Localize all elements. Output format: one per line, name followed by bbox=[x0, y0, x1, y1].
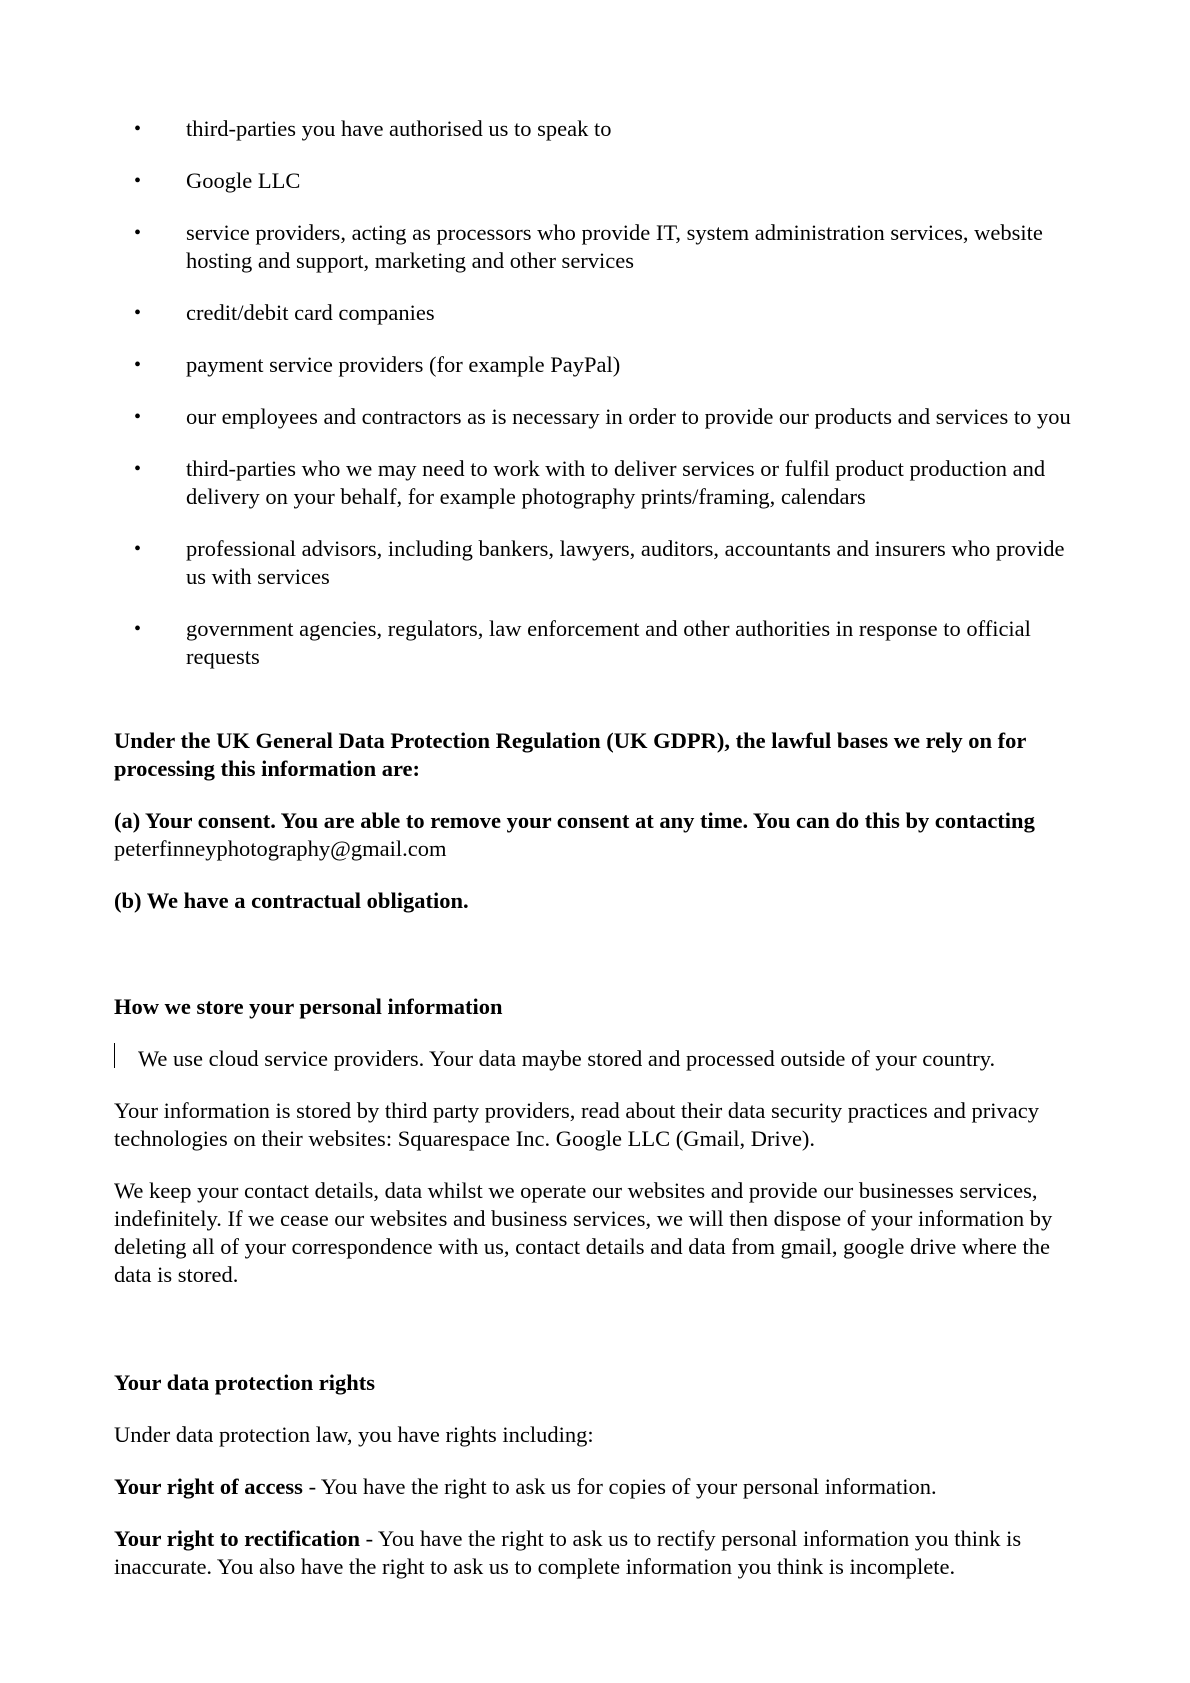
contractual-obligation: (b) We have a contractual obligation. bbox=[114, 888, 469, 913]
list-item-text: our employees and contractors as is necessary in order to provide our products and services to you bbox=[186, 404, 1071, 429]
third-party-storage-text: Your information is stored by third party providers, read about their data security practices and privacy technologies on their websites: Squarespace Inc. Google LLC (Gmail, Drive). bbox=[114, 1098, 1039, 1151]
consent-label: (a) Your consent. You are able to remove your consent at any time. You can do this by contacting bbox=[114, 808, 1035, 833]
right-to-rectification-text: - You have the right to ask us to rectify personal information you think is inaccurate. You also have the right to ask us to complete information you think is incomplete. bbox=[114, 1526, 1022, 1579]
list-item bbox=[0, 535, 1190, 591]
rights-heading: Your data protection rights bbox=[114, 1370, 376, 1395]
bullet: • bbox=[134, 170, 142, 192]
bullet: • bbox=[134, 406, 142, 428]
retention-text: We keep your contact details, data whilst we operate our websites and provide our businesses services, indefinitely. If we cease our websites and business services, we will then dispose of your information by deleting all of your correspondence with us, contact details and data from gmail, google drive where the data is stored. bbox=[114, 1178, 1053, 1287]
quote-bar bbox=[114, 1043, 115, 1068]
bullet: • bbox=[134, 354, 142, 376]
recipients-list bbox=[0, 115, 1190, 695]
list-item-text: government agencies, regulators, law enforcement and other authorities in response to official requests bbox=[186, 616, 1031, 669]
list-item bbox=[0, 167, 1190, 195]
list-item-text: Google LLC bbox=[186, 168, 301, 193]
bullet: • bbox=[134, 618, 142, 640]
contact-email: peterfinneyphotography@gmail.com bbox=[114, 836, 447, 861]
list-item bbox=[0, 615, 1190, 671]
consent-paragraph bbox=[114, 807, 1074, 863]
bullet: • bbox=[134, 302, 142, 324]
right-of-access-text: - You have the right to ask us for copies of your personal information. bbox=[302, 1474, 937, 1499]
right-to-rectification-label: Your right to rectification bbox=[114, 1526, 360, 1551]
list-item bbox=[0, 115, 1190, 143]
list-item-text: professional advisors, including bankers, lawyers, auditors, accountants and insurers who provide us with services bbox=[186, 536, 1065, 589]
list-item-text: credit/debit card companies bbox=[186, 300, 435, 325]
rights-intro: Under data protection law, you have rights including: bbox=[114, 1422, 594, 1447]
list-item bbox=[0, 351, 1190, 379]
list-item-text: third-parties who we may need to work with to deliver services or fulfil product production and delivery on your behalf, for example photography prints/framing, calendars bbox=[186, 456, 1046, 509]
bullet: • bbox=[134, 222, 142, 244]
lawful-bases-heading: Under the UK General Data Protection Regulation (UK GDPR), the lawful bases we rely on for processing this information are: bbox=[114, 728, 1026, 781]
list-item-text: third-parties you have authorised us to speak to bbox=[186, 116, 612, 141]
right-to-rectification bbox=[114, 1525, 1074, 1581]
list-item bbox=[0, 219, 1190, 275]
bullet: • bbox=[134, 118, 142, 140]
bullet: • bbox=[134, 458, 142, 480]
bullet: • bbox=[134, 538, 142, 560]
list-item bbox=[0, 403, 1190, 431]
list-item bbox=[0, 299, 1190, 327]
right-of-access-label: Your right of access bbox=[114, 1474, 303, 1499]
right-of-access bbox=[114, 1473, 1074, 1501]
list-item-text: payment service providers (for example PayPal) bbox=[186, 352, 621, 377]
list-item bbox=[0, 455, 1190, 511]
cloud-providers-text: We use cloud service providers. Your data maybe stored and processed outside of your country. bbox=[138, 1046, 996, 1071]
storage-heading: How we store your personal information bbox=[114, 994, 503, 1019]
list-item-text: service providers, acting as processors who provide IT, system administration services, website hosting and support, marketing and other services bbox=[186, 220, 1043, 273]
